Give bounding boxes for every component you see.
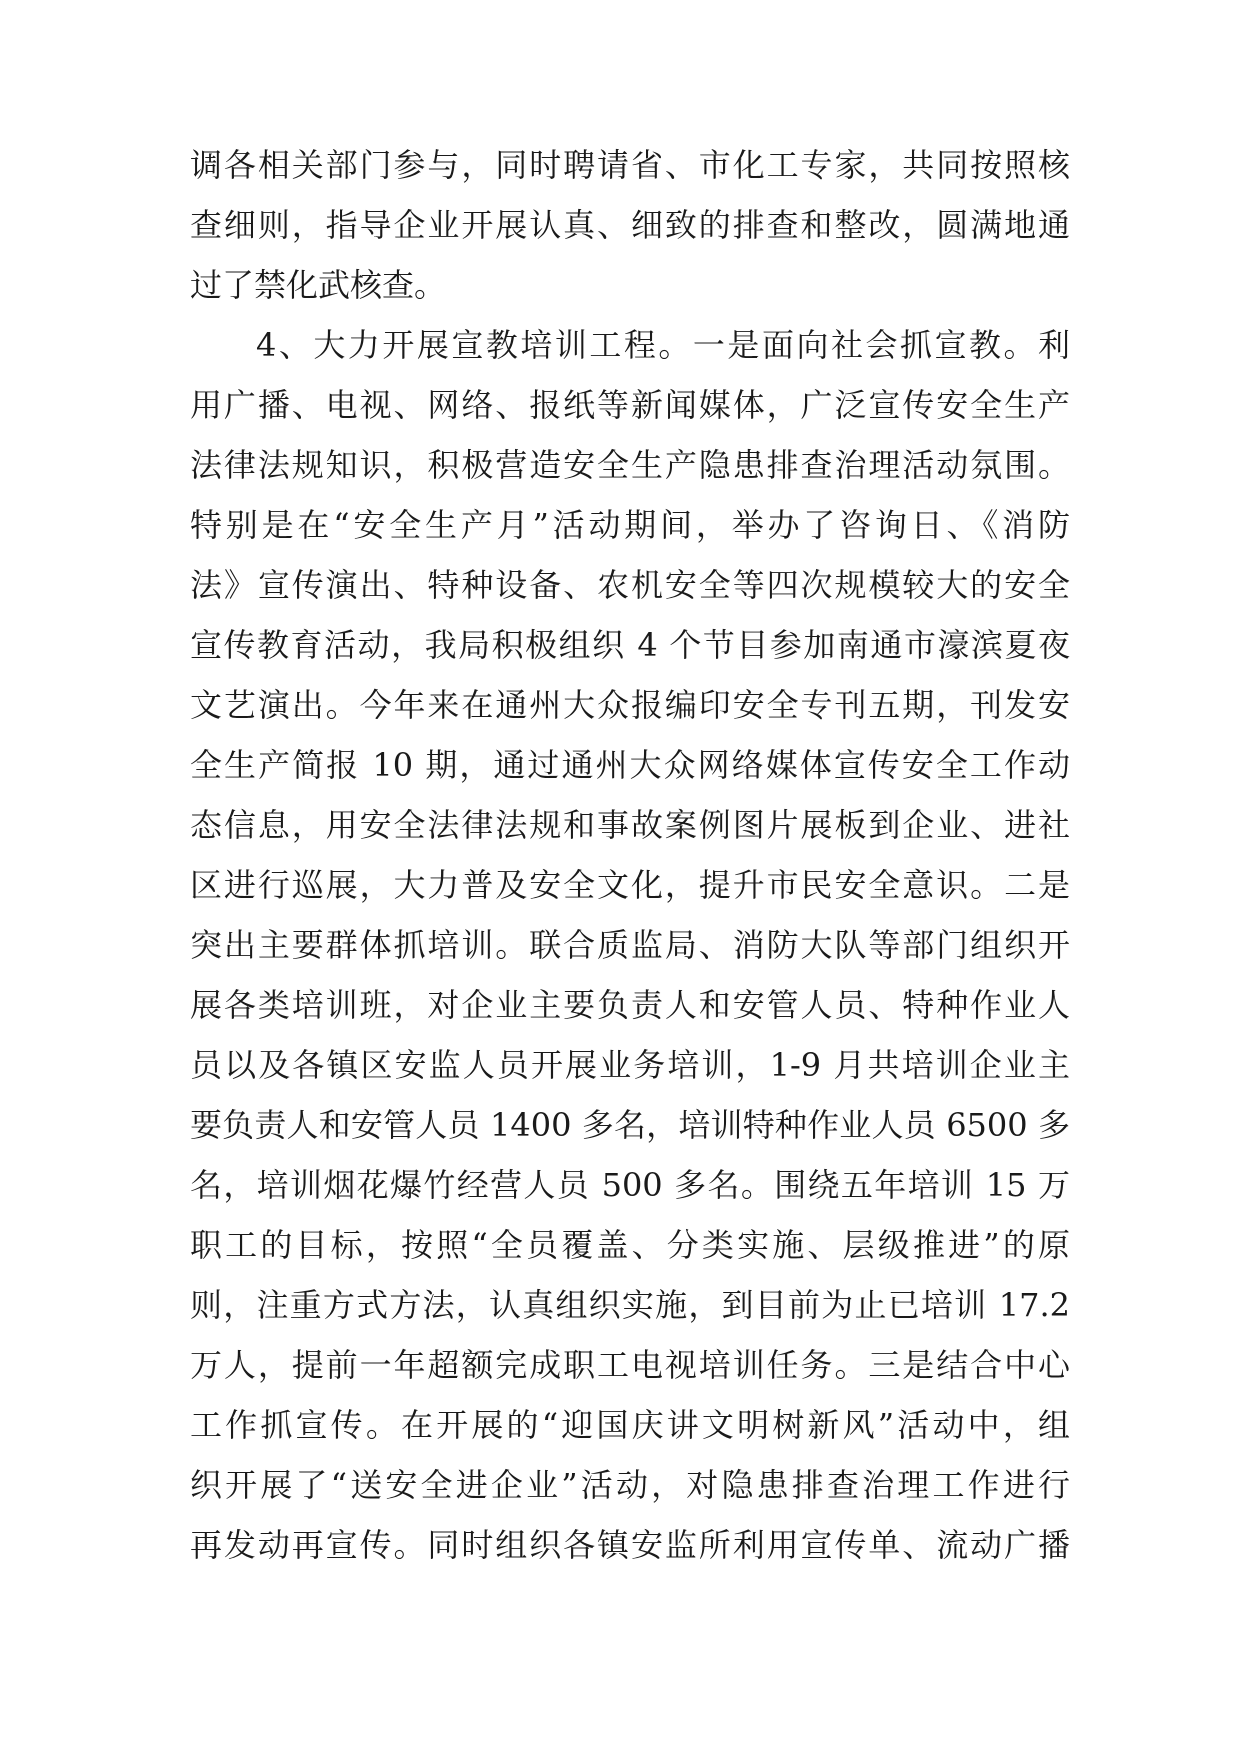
- text-line: 名，培训烟花爆竹经营人员 500 多名。围绕五年培训 15 万: [190, 1166, 1070, 1204]
- text-line: 展各类培训班，对企业主要负责人和安管人员、特种作业人: [190, 986, 1070, 1024]
- text-line: 再发动再宣传。同时组织各镇安监所利用宣传单、流动广播: [190, 1526, 1070, 1564]
- text-line: 调各相关部门参与，同时聘请省、市化工专家，共同按照核: [190, 146, 1070, 184]
- text-line: 万人，提前一年超额完成职工电视培训任务。三是结合中心: [190, 1346, 1070, 1384]
- text-line: 特别是在“安全生产月”活动期间，举办了咨询日、《消防: [190, 506, 1070, 544]
- text-line: 态信息，用安全法律法规和事故案例图片展板到企业、进社: [190, 806, 1070, 844]
- text-line: 全生产简报 10 期，通过通州大众网络媒体宣传安全工作动: [190, 746, 1070, 784]
- text-line: 宣传教育活动，我局积极组织 4 个节目参加南通市濠滨夏夜: [190, 626, 1070, 664]
- text-line: 则，注重方式方法，认真组织实施，到目前为止已培训 17.2: [190, 1286, 1070, 1324]
- text-line: 4、大力开展宣教培训工程。一是面向社会抓宣教。利: [256, 326, 1070, 364]
- text-line: 突出主要群体抓培训。联合质监局、消防大队等部门组织开: [190, 926, 1070, 964]
- text-line: 织开展了“送安全进企业”活动，对隐患排查治理工作进行: [190, 1466, 1070, 1504]
- text-line: 工作抓宣传。在开展的“迎国庆讲文明树新风”活动中，组: [190, 1406, 1070, 1444]
- text-line: 区进行巡展，大力普及安全文化，提升市民安全意识。二是: [190, 866, 1070, 904]
- text-line: 员以及各镇区安监人员开展业务培训，1-9 月共培训企业主: [190, 1046, 1070, 1084]
- text-line: 法律法规知识，积极营造安全生产隐患排查治理活动氛围。: [190, 446, 1070, 484]
- text-line: 过了禁化武核查。: [190, 266, 447, 304]
- text-line: 法》宣传演出、特种设备、农机安全等四次规模较大的安全: [190, 566, 1070, 604]
- text-line: 职工的目标，按照“全员覆盖、分类实施、层级推进”的原: [190, 1226, 1070, 1264]
- text-line: 要负责人和安管人员 1400 多名，培训特种作业人员 6500 多: [190, 1106, 1070, 1144]
- text-line: 查细则，指导企业开展认真、细致的排查和整改，圆满地通: [190, 206, 1070, 244]
- text-line: 用广播、电视、网络、报纸等新闻媒体，广泛宣传安全生产: [190, 386, 1070, 424]
- text-line: 文艺演出。今年来在通州大众报编印安全专刊五期，刊发安: [190, 686, 1070, 724]
